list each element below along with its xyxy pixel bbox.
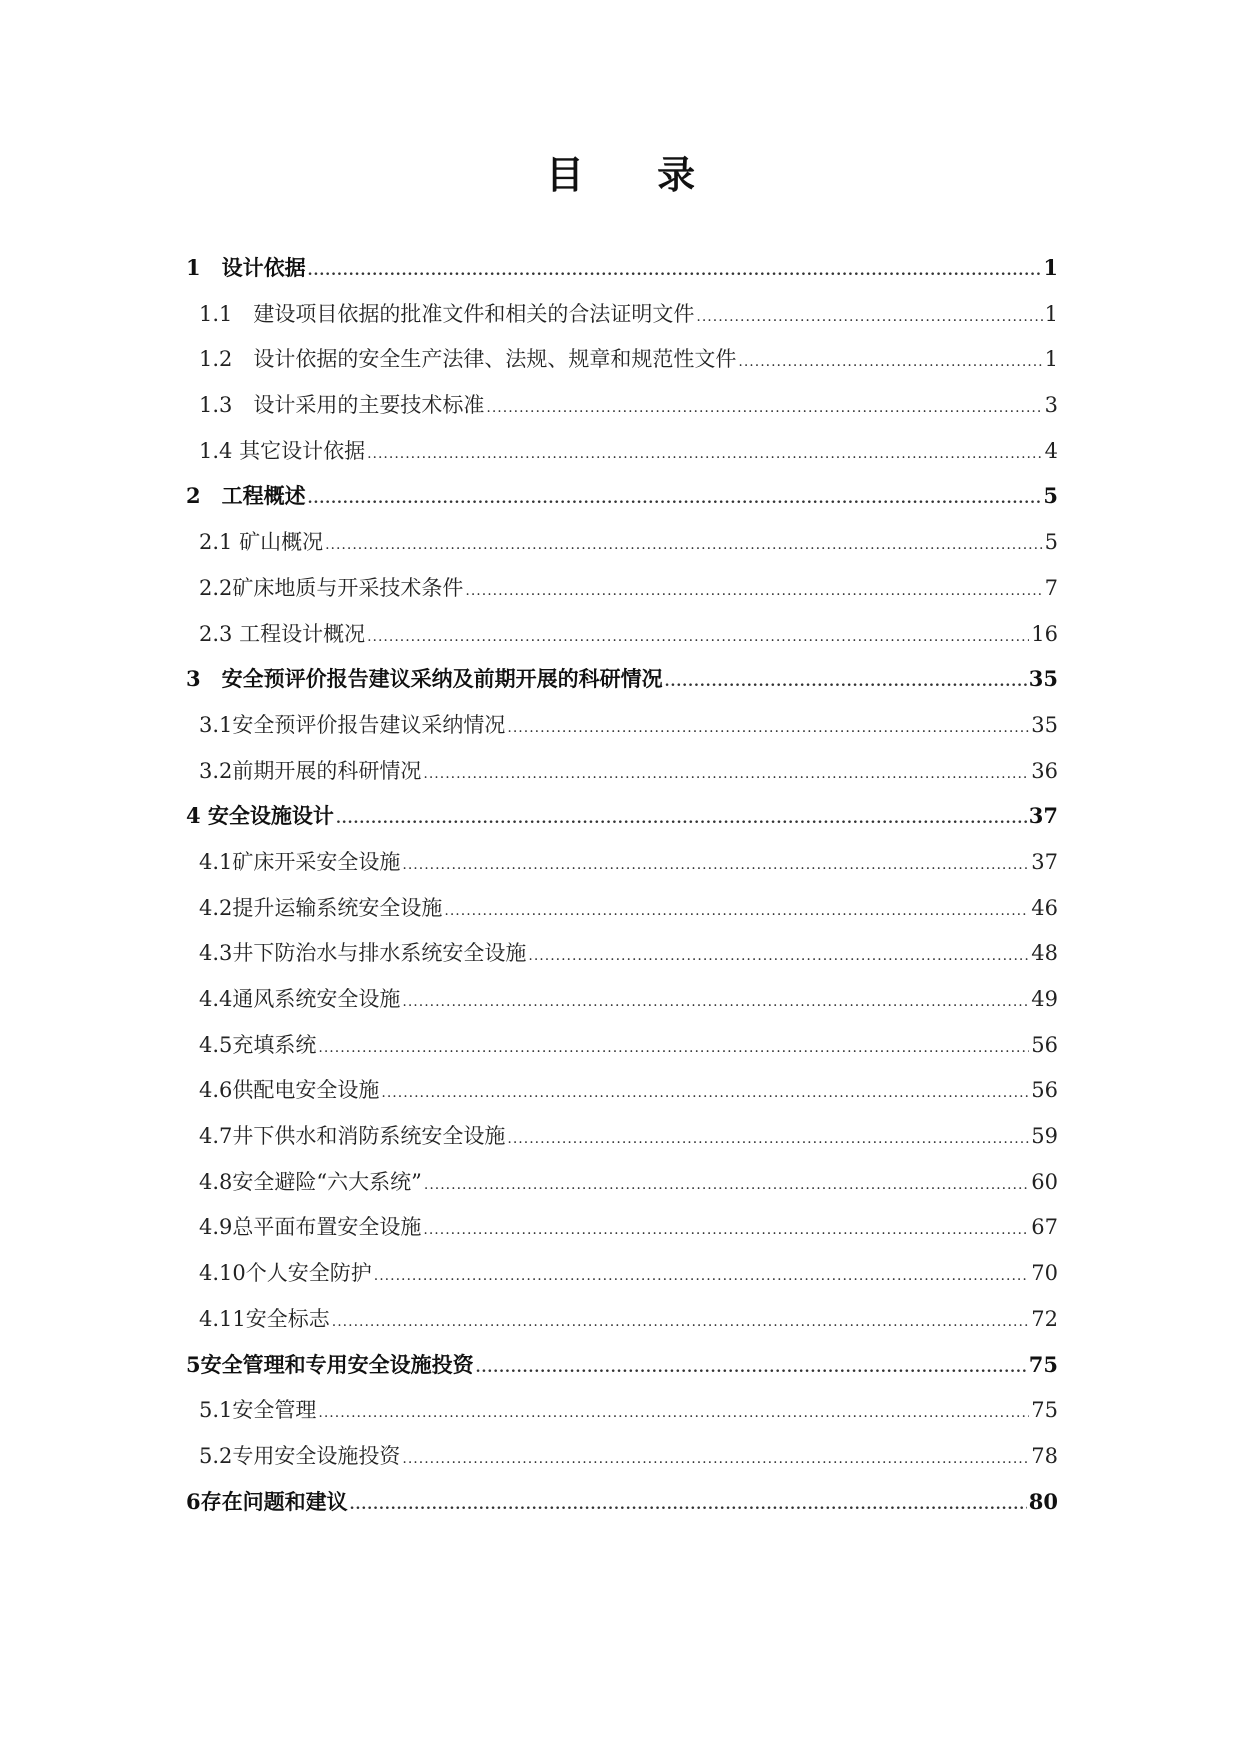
toc-section-entry[interactable] — [186, 1030, 1058, 1076]
toc-section-entry[interactable] — [186, 299, 1058, 345]
toc-page-number: 70 — [1031, 1261, 1058, 1286]
toc-entry-label: 4.2提升运输系统安全设施 — [199, 895, 443, 920]
toc-dot-leader — [381, 1075, 1029, 1108]
toc-entry-label: 3.1安全预评价报告建议采纳情况 — [199, 712, 506, 737]
toc-chapter-entry[interactable] — [186, 481, 1058, 527]
toc-dot-leader — [402, 847, 1029, 880]
toc-dot-leader — [486, 390, 1042, 423]
toc-entry-label: 2 工程概述 — [186, 483, 306, 509]
toc-dot-leader — [528, 938, 1029, 971]
toc-section-entry[interactable] — [186, 1258, 1058, 1304]
toc-page-number: 3 — [1044, 393, 1058, 418]
toc-entry-label: 4.3井下防治水与排水系统安全设施 — [199, 941, 527, 966]
toc-dot-leader — [318, 1030, 1029, 1063]
toc-entry-label: 4.7井下供水和消防系统安全设施 — [199, 1124, 506, 1149]
toc-dot-leader — [374, 1258, 1030, 1291]
toc-page-number: 1 — [1043, 255, 1058, 280]
toc-dot-leader — [367, 436, 1043, 469]
toc-chapter-entry[interactable] — [186, 253, 1058, 299]
toc-entry-label: 4.1矿床开采安全设施 — [199, 849, 401, 874]
toc-dot-leader — [424, 1167, 1029, 1200]
toc-entry-label: 2.2矿床地质与开采技术条件 — [199, 575, 464, 600]
toc-page-number: 75 — [1031, 1398, 1058, 1423]
toc-page-number: 46 — [1031, 895, 1058, 920]
toc-section-entry[interactable] — [186, 893, 1058, 939]
toc-page-number: 16 — [1031, 621, 1058, 646]
toc-page-number: 67 — [1031, 1215, 1058, 1240]
toc-section-entry[interactable] — [186, 1212, 1058, 1258]
toc-entry-label: 2.3 工程设计概况 — [199, 621, 366, 646]
toc-dot-leader — [507, 1121, 1029, 1154]
toc-dot-leader — [444, 893, 1029, 926]
toc-page-number: 75 — [1028, 1351, 1058, 1377]
toc-entry-label: 1.2 设计依据的安全生产法律、法规、规章和规范性文件 — [199, 347, 737, 372]
toc-entry-label: 6存在问题和建议 — [186, 1488, 348, 1514]
table-of-contents — [186, 253, 1058, 1532]
toc-entry-label: 1.4 其它设计依据 — [199, 438, 366, 463]
toc-entry-label: 3 安全预评价报告建议采纳及前期开展的科研情况 — [186, 666, 663, 692]
toc-section-entry[interactable] — [186, 756, 1058, 802]
toc-page-number: 56 — [1031, 1078, 1058, 1103]
toc-entry-label: 4.8安全避险“六大系统” — [199, 1169, 422, 1194]
toc-page-number: 4 — [1044, 438, 1058, 463]
toc-page-number: 7 — [1044, 575, 1058, 600]
toc-entry-label: 4.4通风系统安全设施 — [199, 987, 401, 1011]
toc-page-number: 35 — [1028, 666, 1058, 692]
toc-dot-leader — [308, 481, 1042, 514]
toc-dot-leader — [402, 1441, 1029, 1474]
toc-entry-label: 1.1 建设项目依据的批准文件和相关的合法证明文件 — [199, 301, 695, 326]
toc-section-entry[interactable] — [186, 984, 1058, 1030]
toc-section-entry[interactable] — [186, 1121, 1058, 1167]
toc-dot-leader — [325, 527, 1043, 560]
toc-dot-leader — [423, 1212, 1029, 1245]
toc-section-entry[interactable] — [186, 1304, 1058, 1350]
toc-dot-leader — [738, 344, 1042, 377]
toc-dot-leader — [350, 1487, 1027, 1520]
toc-entry-label: 2.1 矿山概况 — [199, 530, 324, 555]
toc-dot-leader — [336, 801, 1027, 834]
toc-page-number: 56 — [1031, 1032, 1058, 1057]
toc-dot-leader — [367, 619, 1029, 652]
toc-section-entry[interactable] — [186, 1075, 1058, 1121]
toc-entry-label: 4.11安全标志 — [199, 1306, 330, 1331]
toc-entry-label: 3.2前期开展的科研情况 — [199, 758, 422, 783]
toc-dot-leader — [465, 573, 1042, 606]
toc-section-entry[interactable] — [186, 527, 1058, 573]
toc-dot-leader — [308, 253, 1042, 286]
toc-page-number: 1 — [1044, 347, 1058, 372]
toc-page-number: 60 — [1031, 1169, 1058, 1194]
toc-entry-label: 5安全管理和专用安全设施投资 — [186, 1351, 474, 1377]
toc-section-entry[interactable] — [186, 938, 1058, 984]
toc-chapter-entry[interactable] — [186, 1487, 1058, 1533]
toc-page-number: 36 — [1031, 758, 1058, 783]
toc-dot-leader — [332, 1304, 1030, 1337]
toc-dot-leader — [402, 984, 1029, 1017]
toc-page-number: 5 — [1043, 483, 1058, 509]
toc-chapter-entry[interactable] — [186, 1350, 1058, 1396]
toc-entry-label: 1.3 设计采用的主要技术标准 — [199, 393, 485, 418]
toc-page-number: 72 — [1031, 1306, 1058, 1331]
toc-section-entry[interactable] — [186, 1167, 1058, 1213]
toc-entry-label: 5.2专用安全设施投资 — [199, 1443, 401, 1468]
toc-page-number: 59 — [1031, 1124, 1058, 1149]
toc-section-entry[interactable] — [186, 1441, 1058, 1487]
toc-chapter-entry[interactable] — [186, 664, 1058, 710]
toc-section-entry[interactable] — [186, 573, 1058, 619]
toc-entry-label: 1 设计依据 — [186, 255, 306, 280]
toc-page-number: 1 — [1044, 301, 1058, 326]
toc-page-number: 37 — [1028, 803, 1058, 829]
toc-section-entry[interactable] — [186, 619, 1058, 665]
toc-entry-label: 4.6供配电安全设施 — [199, 1078, 380, 1103]
toc-section-entry[interactable] — [186, 710, 1058, 756]
toc-section-entry[interactable] — [186, 390, 1058, 436]
toc-page-number: 48 — [1031, 941, 1058, 966]
toc-page-number: 49 — [1031, 987, 1058, 1011]
toc-section-entry[interactable] — [186, 1395, 1058, 1441]
toc-page-number: 80 — [1028, 1488, 1058, 1514]
toc-dot-leader — [665, 664, 1027, 697]
toc-entry-label: 4.5充填系统 — [199, 1032, 317, 1057]
toc-section-entry[interactable] — [186, 344, 1058, 390]
toc-page-number: 5 — [1044, 530, 1058, 555]
toc-entry-label: 5.1安全管理 — [199, 1398, 317, 1423]
toc-dot-leader — [696, 299, 1042, 332]
toc-chapter-entry[interactable] — [186, 801, 1058, 847]
toc-page-number: 35 — [1031, 712, 1058, 737]
toc-section-entry[interactable] — [186, 436, 1058, 482]
toc-dot-leader — [318, 1395, 1029, 1428]
toc-entry-label: 4.9总平面布置安全设施 — [199, 1215, 422, 1240]
toc-section-entry[interactable] — [186, 847, 1058, 893]
toc-entry-label: 4 安全设施设计 — [186, 803, 334, 829]
toc-dot-leader — [476, 1350, 1027, 1383]
toc-page-number: 37 — [1031, 849, 1058, 874]
page-title: 目 录 — [545, 152, 726, 197]
toc-dot-leader — [423, 756, 1029, 789]
toc-page-number: 78 — [1031, 1443, 1058, 1468]
toc-dot-leader — [507, 710, 1029, 743]
toc-entry-label: 4.10个人安全防护 — [199, 1261, 372, 1286]
